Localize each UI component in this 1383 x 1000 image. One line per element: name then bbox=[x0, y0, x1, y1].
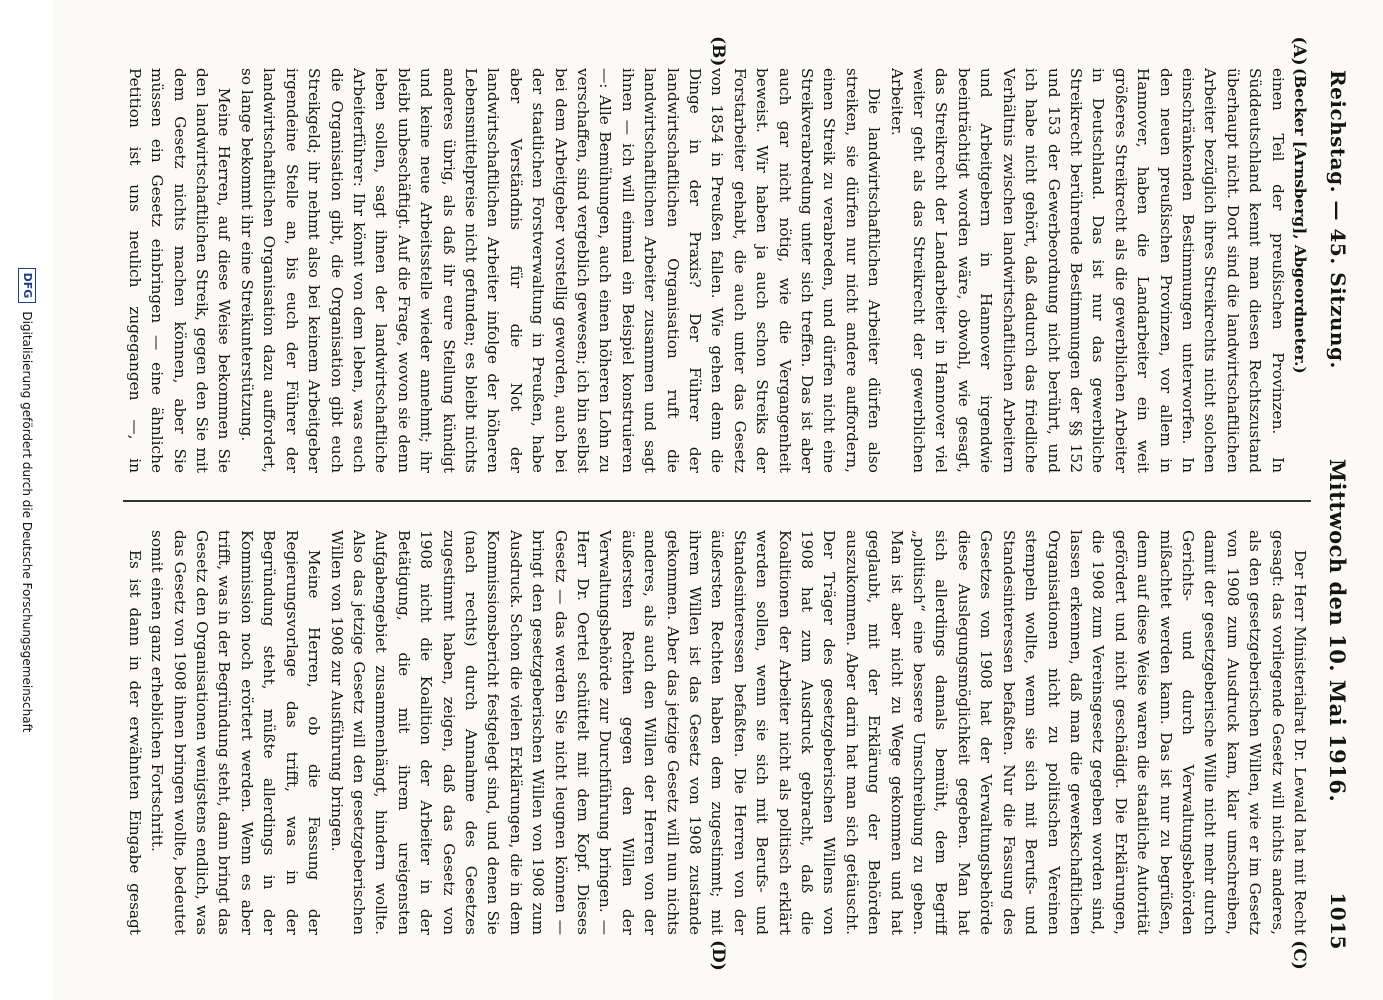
paragraph: Es ist dann in der erwähnten Eingabe gesagt bbox=[125, 549, 144, 935]
paragraph: Die landwirtschaftlichen Arbeiter dürfen also streiken, sie dürfen nur nicht andere auffordern, einen Streik zu verabreden, und dürfen nicht eine Streikverabredung unter sich treffen. Das ist aber auch gar nicht nötig, wie die Vergangenheit beweist. Wir haben ja auch schon Streiks der Forstarbeiter gehabt, die auch unter das Gesetz von 1854 in Preußen fallen. Wie gehen denn die Dinge in der Praxis? Der Führer der landwirtschaftlichen Organisation ruft die landwirtschaftlichen Arbeiter zusammen und sagt ihnen — ich will einmal ein Beispiel konstruieren —: Alle Bemühungen, auch einen höheren Lohn zu verschaffen, sind vergeblich gewesen; ich bin selbst bei dem Arbeitgeber vorstellig geworden, auch bei der staatlichen Forstverwaltung in Preußen, habe aber Verständnis für die Not der landwirtschaftlichen Arbeiter infolge der höheren Lebensmittelpreise nicht gefunden; es bleibt nichts anderes übrig, als daß ihr eure Stellung kündigt und keine neue Arbeitsstelle wieder annehmt; ihr bleibt unbeschäftigt. Auf die Frage, wovon sie denn leben sollen, sagt ihnen der landwirtschaftliche Arbeiterführer: Ihr könnt von dem leben, was euch die Organisation gibt, die Organisation gibt euch Streikgeld; ihr nehmt also bei keinem Arbeitgeber irgendeine Stelle an, bis euch der Führer der landwirtschaftlichen Organisation dazu auffordert, so lange bekommt ihr eine Streikunterstützung. bbox=[237, 68, 884, 473]
margin-marker-c: (C) bbox=[1289, 940, 1309, 970]
speaker-note: (Becker [Arnsberg], Abgeordneter.) bbox=[1291, 68, 1309, 374]
margin-marker-d: (D) bbox=[708, 940, 728, 971]
digitization-footer bbox=[7, 0, 47, 1000]
footer-credit: Digitalisierung gefördert durch die Deutsche Forschungsgemeinschaft bbox=[20, 311, 34, 733]
header-session-title: Reichstag. — 45. Sitzung. bbox=[1326, 70, 1350, 369]
document-page bbox=[53, 0, 1383, 1000]
text-column-right bbox=[123, 530, 1311, 935]
margin-marker-b: (B) bbox=[708, 36, 728, 67]
paragraph: Der Herr Ministerialrat Dr. Lewald hat mit Recht gesagt: das vorliegende Gesetz will nichts anderes, als den gesetzgeberischen Willen, wie er im Gesetz von 1908 zum Ausdruck kam, klar umschreiben, damit der gesetzgeberische Wille nicht mehr durch Gerichts- und durch Verwaltungsbehörden mißachtet werden kann. Das ist nur zu begrüßen, denn auf diese Weise waren die staatliche Autorität gefördert und nicht geschädigt. Die Erklärungen, die 1908 zum Vereinsgesetz gegeben worden sind, lassen erkennen, daß man die gewerkschaftlichen Organisationen nicht zu politischen Vereinen stempeln wollte, wenn sie sich mit Berufs- und Standesinteressen befaßten. Nur die Fassung des Gesetzes von 1908 hat der Verwaltungsbehörde diese Auslegungsmöglichkeit gegeben. Man hat sich allerdings damals bemüht, dem Begriff „politisch“ eine bessere Umschreibung zu geben. Man ist aber nicht zu Wege gekommen und hat geglaubt, mit der Erklärung der Behörden auszukommen. Aber darin hat man sich getäuscht. Der Träger des gesetzgeberischen Willens von 1908 hat zum Ausdruck gebracht, daß die Koalitionen der Arbeiter nicht als politisch erklärt werden sollen, wenn sie sich mit Berufs- und Standesinteressen befaßten. Die Herren von der äußersten Rechten haben dem zugestimmt; mit ihrem Willen ist das Gesetz von 1908 zustande gekommen. Aber das jetzige Gesetz will nun nichts anderes, als auch den Willen der Herren von der äußersten Rechten gegen den Willen der Verwaltungsbehörde zur Durchführung bringen. — Herr Dr. Oertel schüttelt mit dem Kopf. Dieses Gesetz — das werden Sie nicht leugnen können — bringt den gesetzgeberischen Willen von 1908 zum Ausdruck. Schon die vielen Erklärungen, die in dem Kommissionsbericht festgelegt sind, und denen Sie (nach rechts) durch Annahme des Gesetzes zugestimmt haben, zeigen, daß das Gesetz von 1908 nicht die Koalition der Arbeiter in der Betätigung, die mit ihrem ureigensten Aufgabengebiet zusammenhängt, hindern wollte. Also das jetzige Gesetz will den gesetzgeberischen Willen von 1908 zur Ausführung bringen. bbox=[327, 530, 1309, 935]
dfg-logo: DFG bbox=[18, 268, 36, 304]
column-divider bbox=[123, 500, 1311, 502]
page-header bbox=[1323, 70, 1353, 950]
header-date: Mittwoch den 10. Mai 1916. bbox=[1325, 458, 1351, 803]
text-column-left bbox=[123, 68, 1311, 473]
page-number: 1015 bbox=[1326, 892, 1350, 950]
paragraph: einen Teil der preußischen Provinzen. In Süddeutschland kennt man diesen Rechtszustand überhaupt nicht. Dort sind die landwirtschaftlichen Arbeiter bezüglich ihres Streikrechts nicht solchen einschränkenden Bestimmungen unterworfen. In den neuen preußischen Provinzen, vor allem in Hannover, haben die Landarbeiter ein weit größeres Streikrecht als die gewerblichen Arbeiter in Deutschland. Das ist nur das gewerbliche Streikrecht berührende Bestimmungen der §§ 152 und 153 der Gewerbeordnung nicht berührt, und ich habe nicht gehört, daß dadurch das friedliche Verhältnis zwischen landwirtschaftlichen Arbeitern und Arbeitgebern in Hannover irgendwie beeinträchtigt worden wäre, obwohl, wie gesagt, das Streikrecht der Landarbeiter in Hannover viel weiter geht als das Streikrecht der gewerblichen Arbeiter. bbox=[887, 68, 1287, 473]
paragraph: Meine Herren, ob die Fassung der Regierungsvorlage das trifft, was in der Begründung steht, müßte allerdings in der Kommission noch erörtert werden. Wenn es aber trifft, was in der Begründung steht, dann bringt das Gesetz den Organisationen wenigstens endlich, was das Gesetz von 1908 ihnen bringen wollte, bedeutet somit einen ganz erheblichen Fortschritt. bbox=[148, 530, 324, 935]
margin-marker-a: (A) bbox=[1289, 36, 1309, 66]
paragraph: Meine Herren, auf diese Weise bekommen Sie den landwirtschaftlichen Streik, gegen den Sie mit dem Gesetz nichts machen können, aber Sie müssen ein Gesetz einbringen — eine ähnliche Petition ist uns neulich zugegangen —, in bbox=[125, 68, 234, 473]
